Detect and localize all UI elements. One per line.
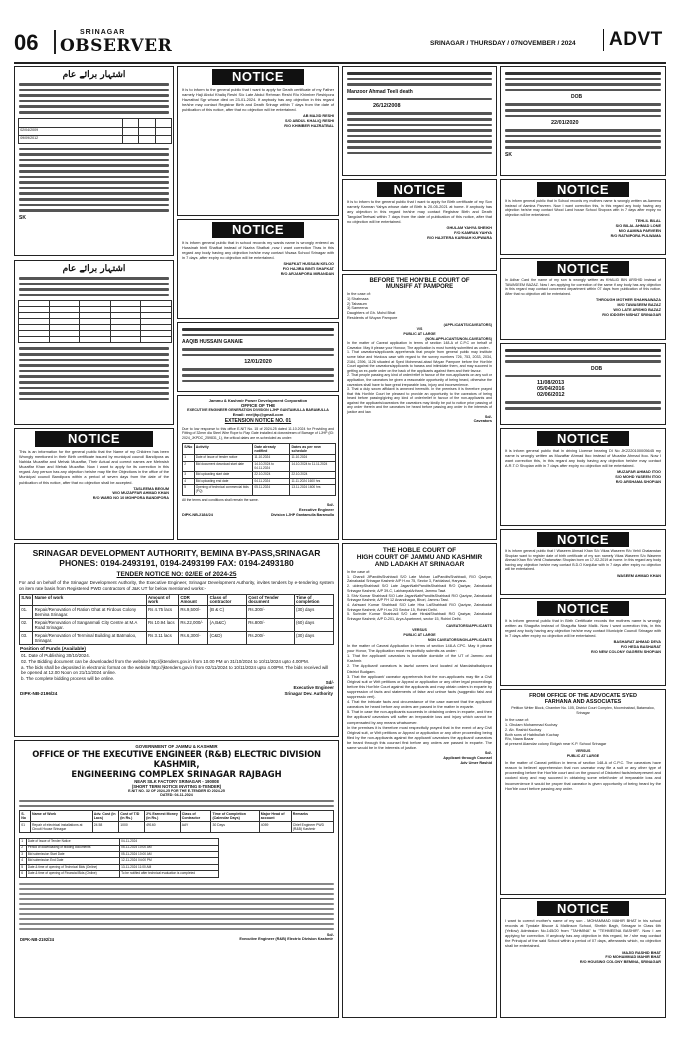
- table-cell: (60) days: [294, 619, 333, 632]
- hc-cav: CAVEATORS/APPLICANTS: [446, 623, 492, 628]
- table-header: Activity: [194, 444, 253, 455]
- notice-signature: M/O TAWASEEM BAZAZ: [617, 303, 661, 308]
- table-cell: Period of downloading of bidding documents: [26, 845, 119, 851]
- table-cell: 22.10.2024: [253, 472, 290, 479]
- case-line: at present Alamdar colony Eidgah near K.P. School Srinagar: [505, 742, 607, 747]
- munsiff-title: MUNSIFF AT PAMPORE: [385, 284, 454, 290]
- munsiff-caveat: [342, 274, 497, 540]
- notice-heading: NOTICE: [537, 261, 629, 276]
- table-cell: (C&D): [208, 632, 247, 645]
- notice-heading: NOTICE: [537, 182, 629, 197]
- table-cell: 05.11.2024: [253, 485, 290, 495]
- case-line: Daughters of Gh. Mohd Bhat: [347, 311, 396, 316]
- table-header: Cost of T/D (in Rs.): [119, 811, 145, 822]
- case-line: 1. Ghulam Mohammad Kuchay: [505, 722, 558, 727]
- ext-office: OFFICE OF THE: [240, 403, 276, 408]
- rb-title: OFFICE OF THE EXECUTIVE ENGINEER (R&B) ELECTRIC DIVISION KASHMIR,: [32, 749, 321, 769]
- case-line: In the case of:: [505, 718, 529, 723]
- table-header: Class of Contractor: [180, 811, 211, 822]
- table-cell: Bid uploading end date: [194, 478, 253, 485]
- ext-title: EXTENSION NOTICE NO. 01: [224, 418, 292, 424]
- ext-footer: All the terms and conditions shall remain the same.: [182, 497, 259, 502]
- case-line: R/o, Nawa Bazar: [505, 737, 534, 742]
- table-cell: Rs.9,500/-: [179, 606, 208, 619]
- ad-mark: SK: [19, 214, 26, 221]
- hc-counsel: Adv Umer Rashid: [460, 760, 492, 765]
- table-cell: Date & time of opening of Financial Bids (Online): [26, 871, 119, 877]
- munsiff-matter: In the matter of Caveat application in terms of section 148-A of C.P.C on behalf of Caveator. May it please your Honour, The application is most humbly submitted as under:-: [347, 341, 492, 350]
- adv-public: PUBLIC AT LARGE: [566, 753, 600, 758]
- rb-title: ENGINEERING COMPLEX SRINAGAR RAJBAGH: [71, 769, 282, 779]
- notice-body: This is an information for the general public that the Name of my Children has been Wrongly mentioned in their Birth certificate issued by municipal council Bandipora as Nahida Muzaffar and Mehak Muzaffar, Their Actual and correct names are Mehwish Muzaffar Khan and Mehak Muzaffar. Now I want to apply for its correction in this regard. Any person has any objection he/she may file the Objections in the office of the Municipal council Bandipora within a period of seven days from the date of the publication of this notice, after that no objection shall be accepted.: [19, 449, 169, 485]
- table-cell: Date of Issue of tender notice: [194, 455, 253, 462]
- section-label: ADVT: [603, 29, 663, 51]
- table-header: CDR Amount: [179, 595, 208, 606]
- notice-heading: NOTICE: [212, 222, 304, 238]
- notice-birth-vikas: [500, 529, 666, 595]
- ad-date: 26/12/2008: [373, 103, 401, 110]
- hc-para: 5. That in case the non-applicants succeeds in obtaining orders in exparte, and then the applicant/ caveators will suffer an irreparable loss and injury which cannot be compensated by any means whatsoever.: [347, 709, 492, 725]
- munsiff-sd: Sd/-: [484, 414, 492, 419]
- notice-heading: NOTICE: [537, 431, 629, 446]
- table-header: Date already notified: [253, 444, 290, 455]
- rb-gov: GOVERNMENT OF JAMMU & KASHMIR: [135, 744, 218, 749]
- notice-signature: SHAFKAT HUSSAIN KELOO: [283, 262, 334, 267]
- table-row: [20, 619, 334, 632]
- munsiff-applicants: (APPLICANTS/CAVEATORS): [443, 322, 492, 327]
- table-header: S/No: [183, 444, 195, 455]
- notice-heading: NOTICE: [537, 901, 629, 916]
- munsiff-public: PUBLIC AT LARGE: [403, 331, 436, 336]
- notice-signature: MUZAFAR AHMAD ITOO: [617, 470, 661, 475]
- hc-public: PUBLIC AT LARGE: [403, 632, 436, 637]
- notice-signature: S/O BILAL AHMAD LONE: [615, 224, 661, 229]
- table-header: Adv. Cost (in Lacs): [92, 811, 118, 822]
- table-cell: 05-11-2024 10:00 AM: [119, 851, 218, 857]
- rb-electric-tender: [14, 740, 339, 1018]
- table-cell: Repair of electrical installations at Circuit House Srinagar: [30, 822, 92, 833]
- table-cell: 22.10.2024: [290, 472, 336, 479]
- extension-notice: [177, 395, 339, 540]
- table-cell: Date of Issue of Tender Notice: [26, 839, 119, 845]
- table-cell: 01: [20, 822, 31, 833]
- case-line: b. The complete bidding process will be online.: [21, 675, 115, 681]
- notice-signature: R/O WARD NO 10 MOHPORA BANDIPORA: [92, 496, 169, 501]
- table-cell: 30 Days: [211, 822, 259, 833]
- adv-versus: VERSUS: [575, 748, 591, 753]
- notice-signature: TEHLIL BILAL: [635, 219, 661, 224]
- table-cell: Date & time of opening of Technical Bids (Online): [26, 864, 119, 870]
- case-line: 2) Tabasum: [347, 301, 367, 306]
- table-row: [20, 632, 334, 645]
- notice-signature: R/O KHIMBER HAZRATBAL: [284, 124, 334, 129]
- rb-dated: DATED: 04-11-2024: [160, 793, 193, 797]
- ad-date: 11/08/2013: [537, 380, 565, 387]
- urdu-ad-table-block: [14, 260, 174, 425]
- dateline: SRINAGAR / THURSDAY / 07NOVEMBER / 2024: [430, 40, 576, 47]
- table-cell: (B & C): [208, 606, 247, 619]
- rb-table: [19, 810, 334, 833]
- brand-top: SRINAGAR: [80, 29, 126, 36]
- notice-body: It is to inform to the general public that I want to apply for Death certificate of my Father namely Haji Abdul Khaliq Reshi S/o Late Abdul Rehman Reshi R/o Khimber Reshipora Hazratbal Sgr whose died on 23-01-2024. If anybody has any objection in this regard he/she may contact Registrar Birth and Death Srinagr within 7 days from the date of publication of this notice, after that no objection will be entertained.: [182, 87, 334, 113]
- notice-signature: GHULAM YAHYA SHEIKH: [446, 226, 492, 231]
- ext-body: Due to low response to this office E-NIT No. 15 of 2024-25 dated 11.10.2024 for Providing and Fitting of 32mm dia Steel Wire Rope to Flap Gate installed at downstream of Barrage of LJHP (ID: 2024_JKPDC_259831_1), the critical dates are re-scheduled as under:: [182, 427, 334, 440]
- table-header: 2% Earnest Money (in Rs.): [144, 811, 180, 822]
- table-cell: 4: [20, 858, 27, 864]
- table-cell: 03.: [20, 632, 33, 645]
- notice-body: It is inform general public that in driving License bearing DI No JK2220100005645 my name is wrongly written as Muzaffar Ahmad Itoo instead of Muzafar Ahmad Itoo. Now I want correction this, in this regard any body having any objection he/she may contact A.R.T.O Shopian with in 7 days after expiry no objection will be entertained.: [505, 448, 661, 469]
- case-line: 1) Shahnaza: [347, 296, 369, 301]
- table-cell: 2: [183, 461, 195, 471]
- table-cell: 24.58: [92, 822, 118, 833]
- notice-signature: R/O IDDGEH NISHAT SRINAGAR: [602, 312, 661, 317]
- munsiff-para: 1. That caveators/applicants apprehends that people from general public may institute some false and frivolous case with regard to the survey numbers 726, 753, 2033, 2034, 2184, 2396, 1126 situated at Syed Mohmmad-abad Wuyan Pampore before the Hon'ble Court against the caveators/applicants to harass and intimidate them, and may succeed in getting an ex-parte order on the back of the applicants against them and their favour.: [347, 350, 492, 373]
- case-line: 2. Ab. Rashid Kuchay: [505, 727, 542, 732]
- table-cell: AAY: [180, 822, 211, 833]
- sda-sig: Executive Engineer: [293, 685, 334, 691]
- table-header: Name of Work: [30, 811, 92, 822]
- table-row: [20, 606, 334, 619]
- sda-sig2: Srinagar Dev. Authority: [284, 690, 333, 696]
- ext-sd: Sd/-: [326, 503, 334, 508]
- ad-name: AAQIB HUSSAIN GANAIE: [182, 339, 243, 346]
- notice-heading: NOTICE: [212, 69, 304, 85]
- notice-signature: R/O NEW COLONY GAGREN SHOPIAN: [591, 649, 661, 654]
- table-cell: 04.11.2024: [253, 478, 290, 485]
- table-header: Time of Completion (Calendar Days): [211, 811, 259, 822]
- ext-sig2: Division LJHP Gantamulla Baramulla: [270, 512, 334, 517]
- sda-tender-no: TENDER NOTICE NO: 02/EE of 2024-25: [116, 571, 237, 578]
- ext-division: EXECUTIVE ENGINEER GENERATION DIVISION LJHP GANTAMULLA BARAMULLA: [187, 408, 329, 412]
- table-cell: 3: [20, 851, 27, 857]
- notice-school-mahir: [500, 898, 666, 1018]
- notice-heading: NOTICE: [537, 601, 629, 616]
- table-row: [183, 461, 336, 471]
- notice-signature: R/O RATNIPORA PULWAMA: [610, 233, 661, 238]
- brand-logo: OBSERVER: [60, 36, 173, 56]
- notice-body: It is inform general public that in school records my wards name is wrongly entered as Hussinah binti Shafkat instead of Nazira Shafkat ,now i want correction Thas in this regard any body having any objection he/she may contact Visasa School Srinagar with in 7 days ,after expiry no objection will be entertained.: [182, 240, 334, 261]
- table-cell: Rs.800/-: [247, 619, 295, 632]
- table-cell: 13.11.2024 1600 hrs: [290, 485, 336, 495]
- table-cell: 01.: [20, 606, 33, 619]
- table-cell: 02.: [20, 619, 33, 632]
- table-cell: 09/09/2012: [19, 135, 123, 143]
- table-cell: 11.11.2024 1600 hrs: [290, 478, 336, 485]
- rb-ref: DIPK-NB-2192/24: [20, 937, 54, 943]
- hc-sd: Sd/-: [484, 751, 492, 756]
- notice-signature: W/O LATE ARSHID BAZAZ: [613, 307, 661, 312]
- ad-dob: DOB: [571, 94, 583, 101]
- adv-title: FARHANA AND ASSOCIATES: [544, 699, 622, 705]
- adv-address: Petition Writer Block, Chamber No. 105, District Court Complex, Moominabad, Batamaloo, Srinagar: [511, 706, 655, 715]
- notice-signature: WASEEM AHMAD KHAN: [617, 573, 661, 578]
- notice-body: I want to correct mother's name of my son - MOHAMMAD MAHIR BHAT in his school records at Tyndale Biscoe & Mallinson School, Sheikh Bagh, Srinagar in Class 6th (Yellow) Admission No.145/20 from "TAHMINA" to "TEHMEENA BASHIR". Now I am applying for correction. If anybody has any objection in this regard, he / she may contact the Principal of the said School within a period of 07 days, afterwards which, no objection shall be entertained.: [505, 918, 661, 949]
- notice-signature: BASHARAT AHMAD DEVA: [613, 640, 661, 645]
- table-header: S. No: [20, 811, 31, 822]
- ad-date: 22/01/2020: [551, 120, 579, 127]
- table-cell: 1: [183, 455, 195, 462]
- case-line: a. The bids shall be deposited in electronic format on the website http://jktenders.gov.in from 02/11/2024 to 10/11/2024 upto 4.00PM. The bids received will be opened at 12.00 Noon on 21/11/2024 online.: [21, 664, 329, 676]
- ad-date: 05/04/2016: [537, 386, 565, 393]
- masthead: [14, 26, 666, 60]
- table-cell: Bid submission End Date: [26, 858, 119, 864]
- adv-title: FROM OFFICE OF THE ADVOCATE SYED: [529, 693, 637, 699]
- sda-sd: Sd/-: [325, 680, 334, 686]
- hc-noncav: NON CAVEATORS/NON-APPLICANTS: [427, 637, 492, 642]
- table-cell: Bid uploading start date: [194, 472, 253, 479]
- table-cell: 11.10.2024: [290, 455, 336, 462]
- rb-sig: Executive Engineer (R&B) Electric Division Kashmir: [239, 937, 333, 942]
- sda-pof: Position of Funds (Available): [20, 647, 86, 653]
- case-line: 4. Ashwani Kumar Shahbadi S/O Late Hira LalShahbadi R/O Qaziyar, Zainakadal Srinagar Kashmir, A/P H.no 2/3 Sector 15, Rohini Delhi.: [347, 602, 492, 612]
- sda-title: SRINAGAR DEVELOPMENT AUTHORITY, BEMINA BY-PASS,SRINAGAR: [32, 548, 321, 558]
- hc-title: AND LADAKH AT SRINAGAR: [374, 561, 465, 568]
- table-cell: To be notified after technical evaluation is completed: [119, 871, 218, 877]
- rb-sd: Sd/-: [326, 932, 334, 937]
- urdu-ad-dob: [500, 66, 666, 176]
- table-header: Cost of Tender document: [247, 595, 295, 606]
- hc-versus: VERSUS: [412, 628, 427, 633]
- sda-ref: DIPK-NB-2196/24: [20, 690, 58, 696]
- hc-para: 3. That the applicant/ caveator apprehends that the non-applicants may file a Civil Original suit or Writ petitions or Appeal or application or any other legal proceedings before this Hon'ble Court against the applicants and may obtain orders in exparte by suppression of facts and statements of false and untrue facts (suggestio falsi and suppressio veri).: [347, 673, 492, 700]
- notice-signature: S/O ABDUL KHALIQ RESHI: [285, 119, 334, 124]
- table-cell: 3: [183, 472, 195, 479]
- urdu-ad-heading-2: اشتہار برائے عام: [62, 264, 126, 274]
- urdu-ad-1: [14, 66, 174, 256]
- notice-body: It is inform general public that in Birth Certificate records the mothers name is wrongly written as Shagufta instead of Shagufta Nasir Malik. Now I want correction this, in this regard any body having any objection he/she may contact Municiple Council Srinagar with in 7 days after expiry no objection will be entertained.: [505, 618, 661, 639]
- table-cell: 2: [20, 845, 27, 851]
- hc-para: In the premises it is therefore most respectfully prayed that in the event of any Civil Original suit, or Writ petitions or Appeal or application or any other proceeding being filed by the non-applicants against the applicant/ caveators the applicant/ caveators be heard through this counsel first before any orders are passed in exparte. The same would be in the interests of justice.: [347, 724, 492, 750]
- case-line: 3) Sameena: [347, 306, 368, 311]
- munsiff-title: BEFORE THE HON'BLE COURT OF: [369, 278, 470, 284]
- masthead-divider-left: [54, 30, 56, 54]
- ext-org: Jammu & Kashmir Power Development Corporation: [208, 398, 308, 403]
- table-cell: 12-11-2024 04:00 PM: [119, 858, 218, 864]
- table-cell: 4059: [259, 822, 291, 833]
- table-cell: 5: [183, 485, 195, 495]
- notice-signature: R/O ARSHAMA SHOPIAN: [615, 479, 661, 484]
- notice-driving-license: [500, 428, 666, 526]
- table-cell: Bid document download start date: [194, 461, 253, 471]
- ext-email: Email: eeeljhp@gmail.com: [232, 412, 284, 417]
- notice-body: It is to inform to the general public that I want to apply for Birth certificate of my Son namely Kamran Yahya whose date of Birth is 20-05-2021 at home. If anybody has any objection in this regard he/she may contact Registrar Birth and Death Tangdar/Teetwal within 7 days from the date of publication of this notice, after that no objection will be entertained.: [347, 199, 492, 225]
- sda-tender-notice: [14, 543, 339, 737]
- notice-heading: NOTICE: [35, 431, 153, 447]
- notice-signature: M/O AAMINA PARVEEN: [618, 228, 661, 233]
- urdu-ad-aaqib: [177, 322, 339, 392]
- notice-signature: AB MAJID RESHI: [302, 114, 334, 119]
- hc-title: HIGH COURT OF JAMMU AND KASHMIR: [356, 554, 483, 561]
- adv-body: In the matter of Caveat petition in terms of section 148-A of C.P.C. The caveators have reason to believe/ apprehension that non caveator may file a suit or any other type of proceeding before the Hon'ble court and on the ground of Distorted facts/misrepresent and cooked story and may succeed in obtaining some relief/order of irreparable loss and inconvenience it would be proper that caveator is given opportunity of being heard by the Hon'ble court before passing any order.: [505, 760, 661, 791]
- rb-short: (SHORT TERM NOTICE INVITING E-TENDER): [131, 784, 222, 789]
- case-line: 1. Chandi JiPanditsShahbadi S/O Late Mohan LalPanditsShahbadi, R/O Qaziyar, Zainakadal Srinagar Kashmir A/P H.no 75, Sector 3, Faridabad, Haryana.: [347, 574, 492, 584]
- rb-schedule-table: [19, 838, 219, 877]
- notice-ward-name: [177, 219, 339, 319]
- table-cell: 14.10.2024 to 04.11.2024: [253, 461, 290, 471]
- table-cell: Rs.22,000/-: [179, 619, 208, 632]
- notice-adhar-correction: [500, 258, 666, 340]
- table-row: [20, 871, 219, 877]
- case-line: In the case of:: [347, 570, 371, 574]
- table-cell: Repair/Renovation of Sanganmali City Centre at M.A Road Srinagar.: [33, 619, 146, 632]
- table-row: [183, 485, 336, 495]
- notice-signature: F/O HEDA BASHARAT: [620, 645, 661, 650]
- rb-nit: E-NIT NO. 32 OF 2024-25 FOR THE E-TENDER ID 2024-25: [128, 789, 225, 793]
- table-cell: Bid submission Start Date: [26, 851, 119, 857]
- notice-birth-kamran: [342, 179, 497, 271]
- munsiff-nonapp: (NON-APPLICANTS/NON-CAVEATORS): [425, 336, 492, 341]
- urdu-ad-heading: اشتہار برائے عام: [62, 70, 126, 80]
- table-cell: (A,B&C): [208, 619, 247, 632]
- sda-intro: For and on behalf of the Srinagar Development Authority, the Executive Engineer, Srinagar Development Authority, invites tenders by e-tendering system on item rate basis from Registered PWD contractors of J&K UT for below mentioned works:-: [19, 580, 334, 591]
- urdu-family-table: [18, 300, 172, 343]
- page-number: 06: [14, 30, 39, 55]
- high-court-caveat: [342, 543, 497, 1018]
- table-cell: Rs.6,300/-: [179, 632, 208, 645]
- table-header: Dates as per new schedule: [290, 444, 336, 455]
- table-cell: 49160: [144, 822, 180, 833]
- case-line: 01. Date of Publishing 30/10/2024.: [21, 653, 91, 659]
- notice-signature: F/O HAJIRA BINTI SHAFKAT: [282, 267, 334, 272]
- table-cell: 11.10.2024: [253, 455, 290, 462]
- ad-date: 12/01/2020: [244, 359, 272, 366]
- hc-title: THE HOBLE COURT OF: [382, 547, 457, 554]
- notice-mothers-name: [500, 179, 666, 255]
- notice-children-names: [14, 428, 174, 540]
- table-cell: (30) days: [294, 606, 333, 619]
- table-header: Remarks: [291, 811, 333, 822]
- ad-mark: SK: [505, 151, 512, 158]
- table-cell: 13-11-2024 11:00 AM: [119, 864, 218, 870]
- notice-signature: W/O MUZAFFAR AHMAD KHAN: [112, 491, 169, 496]
- urdu-ad-teeli: [342, 66, 497, 176]
- munsiff-end: Caveators: [473, 419, 492, 424]
- table-cell: 6: [20, 871, 27, 877]
- sda-phones: PHONES: 0194-2493191, 0194-2493199 FAX: 0194-2493180: [59, 558, 294, 568]
- ext-sig: Executive Engineer: [298, 508, 334, 513]
- notice-birth-shagufta: [500, 598, 666, 686]
- table-cell: 1: [20, 839, 27, 845]
- table-cell: (30) days: [294, 632, 333, 645]
- notice-signature: R/O ARJANPORA MIRANDAN: [280, 271, 334, 276]
- notice-signature: THROUGH MOTHER SHAHNAWAZA: [596, 298, 661, 303]
- ad-death: death: [399, 88, 413, 95]
- masthead-rule: [14, 62, 666, 64]
- table-cell: 05-11-2024 10:00 AM: [119, 845, 218, 851]
- urdu-ad-dob-2: [500, 343, 666, 425]
- table-header: Name of work: [33, 595, 146, 606]
- table-cell: 1000: [119, 822, 145, 833]
- case-line: 2. uldeepShahbadi S/O Late JaganNathPanditsShahbadi R/O Qaziyar, Zainakadal Srinagar Kashmir, A/P 39-C, LakhanpalArihant, Jammu Tawi.: [347, 584, 492, 593]
- table-header: S.No: [20, 595, 33, 606]
- hc-through: Applicant through Counsel: [443, 755, 492, 760]
- munsiff-para: 2. That people passing any kind of order/relief in favour of the non-applicants on any suit or application, the caveators be given a reasonable opportunity of being heard, otherwise the caveators shall have to face great irreparable loss, injury and inconvenience.: [347, 373, 492, 387]
- urdu-ad-table: [18, 118, 172, 144]
- munsiff-vs: V/S: [416, 327, 423, 332]
- munsiff-para: 3. That a duly sworn affidavit is annexed herewith. In the premises it is therefore prayed that this Hon'ble Court be pleased to provide an opportunity to the caveators of being heard before passing/giving any kind of order/relief in favour of the non-applicants and against the applicants/caveators the caveators may kindly be put to notice prior passing of any order therein and the caveators be heard before passing any order in the interests of justice and law.: [347, 387, 492, 415]
- case-line: 3. Shiv Kumar Shahbadi S/O Late JaganNathPanditsShahbadi R/O Qaziyar, Zainakadal Srinagar Kashmir, A/P FH 12 Anandnagar, Bhori, Jammu Tawi.: [347, 593, 492, 603]
- notice-body: In Adhar Card the name of my son is wrongly written as KHALID BIN ARSHID instead of TAWASEEM BAZAZ. Now I am applying for correction of the same if any body has any objection in this regard may contact concerned department within 07 days from publication of this notice. After that no objection will be entertained.: [505, 278, 661, 296]
- notice-signature: R/O HAJITERA KARNAH KUPWARA: [427, 236, 492, 241]
- rb-addr: NEAR SILK FACTORY SRINAGAR - 190008: [134, 779, 219, 784]
- case-line: In the case of:: [347, 292, 371, 296]
- table-header: Major Head of account: [259, 811, 291, 822]
- case-line: Residents of Wuyan Pampore: [347, 315, 398, 320]
- case-line: Both sons of Habibullah Kuchay: [505, 732, 559, 737]
- notice-heading: NOTICE: [537, 532, 629, 547]
- notice-signature: TASLEEMA BEGUM: [133, 486, 169, 491]
- table-cell: Rs 4.75 lacs: [146, 606, 178, 619]
- table-cell: 5: [20, 864, 27, 870]
- table-cell: Rs.200/-: [247, 632, 295, 645]
- table-cell: Repair/Renovation of Ration Ghat at Firdous Colony Bemina Srinagar.: [33, 606, 146, 619]
- table-header: Amount of work: [146, 595, 178, 606]
- table-cell: 4: [183, 478, 195, 485]
- ad-date: 02/06/2012: [537, 392, 565, 399]
- hc-para: 2. The Applicant/ caveators is lawful owners land located at Mandabalbaldpora District Budgam.: [347, 663, 492, 674]
- ad-name: Manzoor Ahmad Teeli: [347, 88, 399, 95]
- notice-death-certificate: [177, 66, 339, 216]
- table-cell: Rs 3.11 lacs: [146, 632, 178, 645]
- case-line: 02. The Bidding document can be downloaded from the website http://jktenders.gov.in from 10.00 PM on 31/10/2024 to 10/11/2024 upto 4.00PM.: [21, 658, 309, 664]
- notice-signature: S/O MOHD YASEEN ITOO: [615, 475, 661, 480]
- advocate-caveat: [500, 689, 666, 895]
- ext-ref: DIPK-NB-2184/24: [182, 512, 213, 517]
- notice-body: It is inform general public that I Waseem Ahmad Khan S/o Vikas Waseem R/o Vehil Chatanwtan Shopian want to register date of birth certificate of my son namely Vikas Waseem S/o Waseem Ahmad Khan R/o Vehil Chatanwtan Shopian born on 17-02-2019 at home. In this regard any body having any objection he/she may contact B.D.O Kanjullar with in 7 days after expiry no objection will be entertained.: [505, 549, 661, 572]
- table-cell: 02/04/2009: [19, 127, 123, 135]
- table-cell: Rs 10.94 lacs: [146, 619, 178, 632]
- case-line: 5. Surinder Kumar Shahbadi S/O Late HiralalShahbadi R/O Qaziyar, Zainakadal Srinagar Kashmir, A/P D-201, Arya Apartment, sector 15, Rohini Delhi.: [347, 612, 492, 622]
- table-header: Class of contractor: [208, 595, 247, 606]
- notice-signature: F/O MOHAMMAD MAHIR BHAT: [605, 955, 661, 960]
- table-header: Time of completion: [294, 595, 333, 606]
- notice-signature: MAJID RASHID BHAT: [622, 950, 661, 955]
- ext-table: [182, 443, 336, 496]
- table-cell: Rs.300/-: [247, 606, 295, 619]
- table-cell: Repair/Renovation of Terminal Building at Batmaloo, Srinagar.: [33, 632, 146, 645]
- table-cell: Chief Engineer PWD (R&B) Kashmir: [291, 822, 333, 833]
- notice-signature: R/O HOUSING COLONY BEMINA, SRINAGAR: [579, 960, 661, 965]
- ad-dob: DOB: [591, 365, 603, 372]
- notice-heading: NOTICE: [377, 182, 462, 197]
- notice-body: It is inform general public that in School records my mothers name is wrongly written as Aamena instead of Aamina Parveen. Now I want correction this, in this regard any body having any objection he/she may contact Wood Land house School Shopora with in 7 days after expiry no objection will be entertained.: [505, 199, 661, 217]
- hc-matter: In the matter of Caveat Application in terms of section 148-A CPC. May it please your Honor, The Application most respectfully submits as under:: [347, 643, 492, 654]
- sda-table: [19, 594, 334, 645]
- hc-para: 4. That the intricate facts and circumstance of the case warrant that the applicant/ caveators be heard before any orders are passed in the matter in exparte.: [347, 699, 492, 710]
- table-cell: 04-11-2024: [119, 839, 218, 845]
- hc-para: 1. That the applicant/ caveators is bonafide domicile of the UT of Jammu and Kashmir.: [347, 653, 492, 664]
- notice-signature: F/O KAMRAN YAHYA: [454, 231, 492, 236]
- table-cell: 14.10.2024 to 11.11.2024: [290, 461, 336, 471]
- table-cell: Opening of technical commercial bids (PQ): [194, 485, 253, 495]
